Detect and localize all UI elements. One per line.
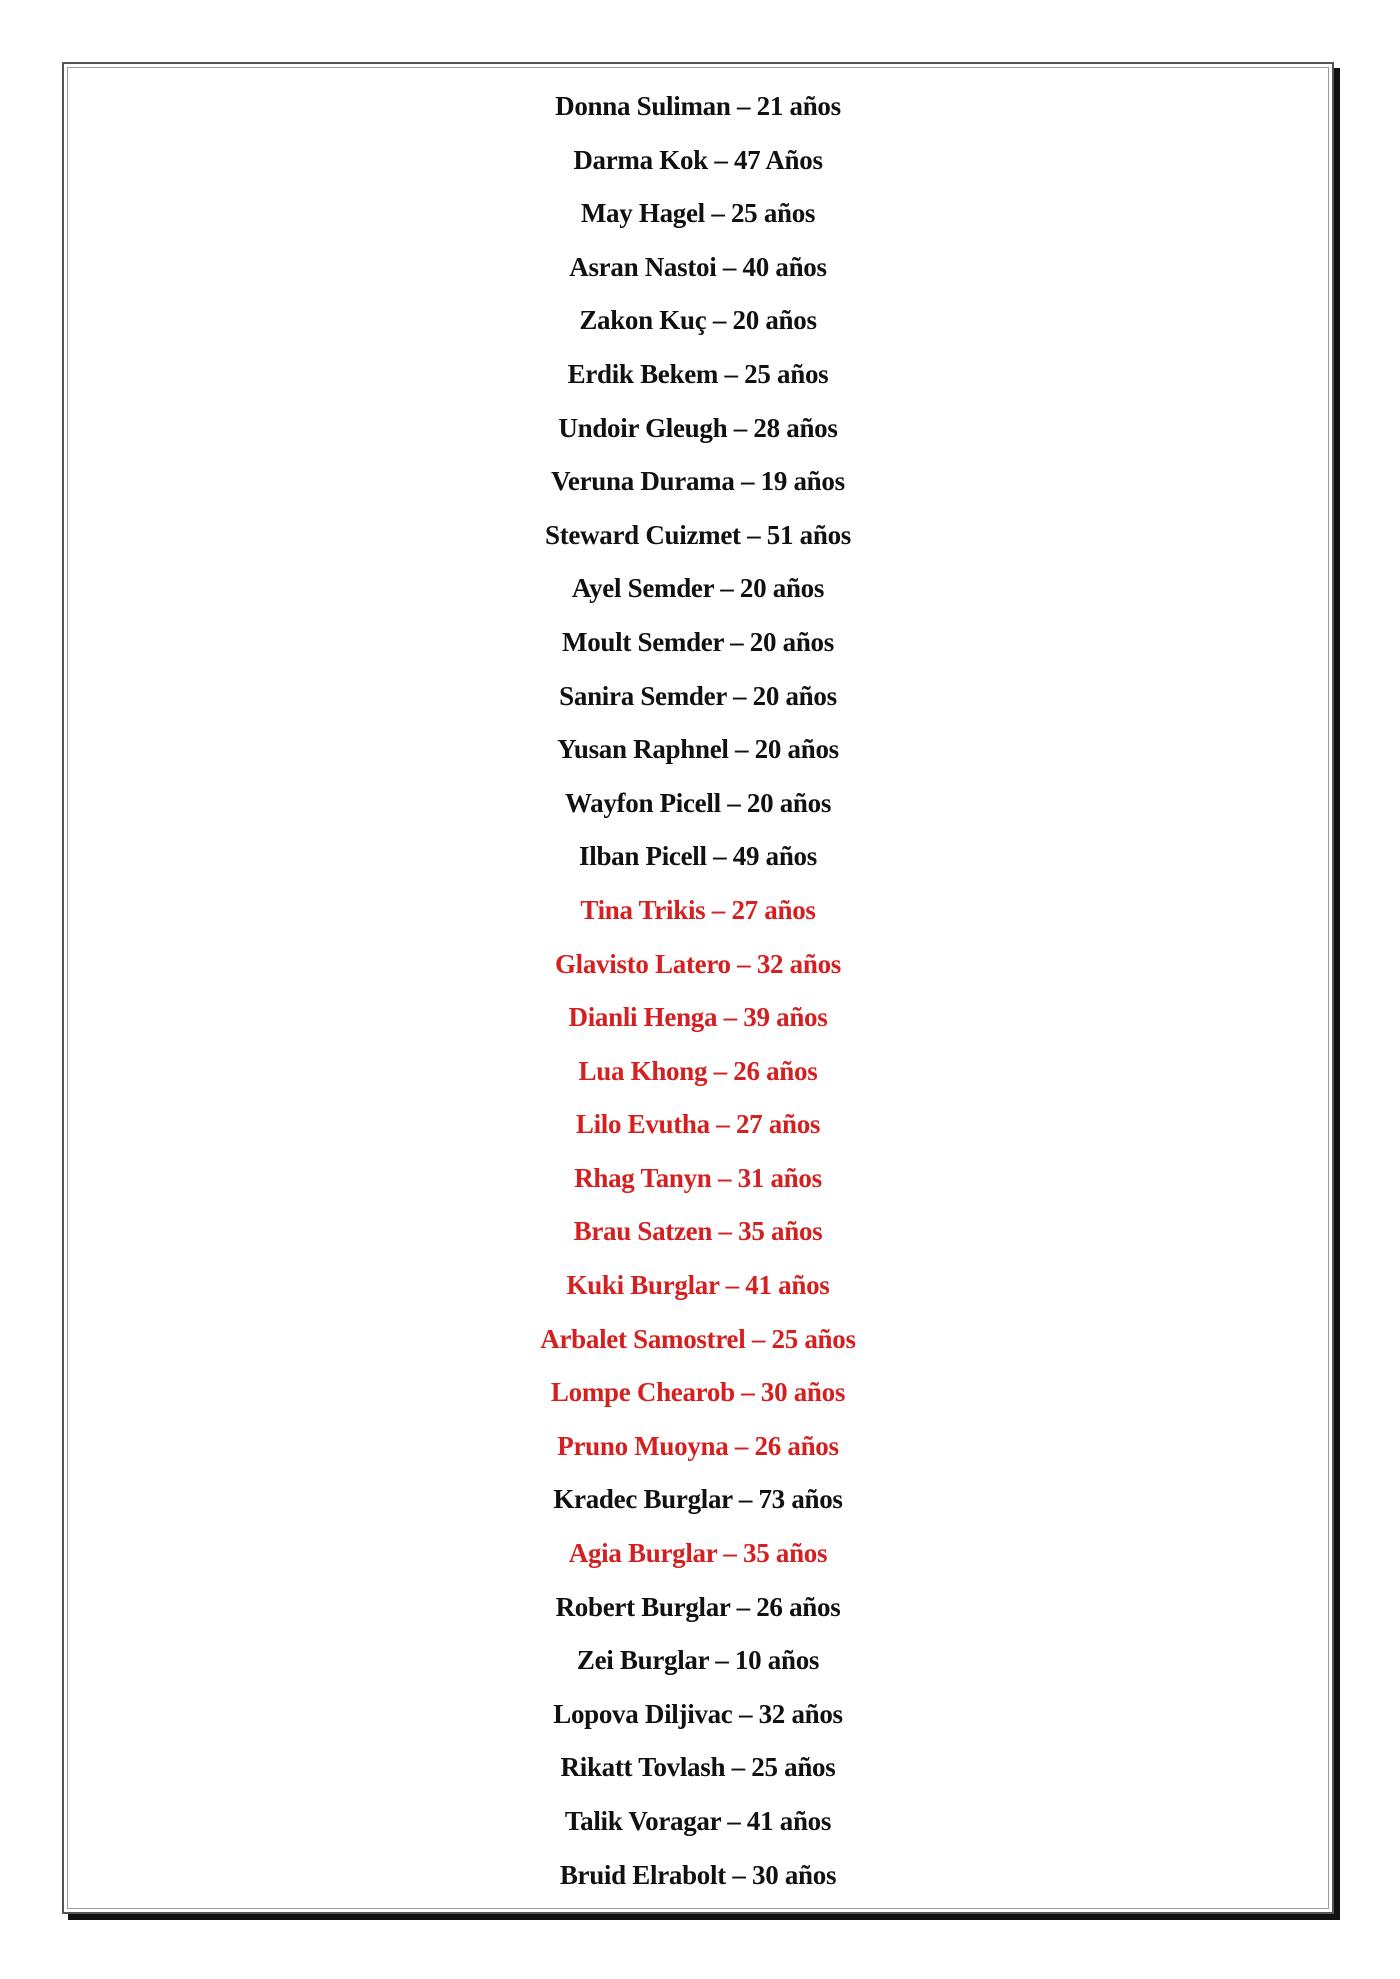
page-frame [62,62,1334,1914]
list-item: Ayel Semder – 20 años [571,573,825,604]
list-item: Robert Burglar – 26 años [555,1591,841,1622]
list-item: Glavisto Latero – 32 años [554,948,841,979]
list-item: Zei Burglar – 10 años [576,1645,820,1676]
list-item: Tina Trikis – 27 años [580,894,816,925]
name-age-list [64,80,1332,1902]
list-item: Rikatt Tovlash – 25 años [560,1752,836,1783]
list-item: Steward Cuizmet – 51 años [545,519,851,550]
list-item: Rhag Tanyn – 31 años [574,1162,822,1193]
list-item: Darma Kok – 47 Años [573,144,823,175]
list-item: Veruna Durama – 19 años [551,466,845,497]
list-item: May Hagel – 25 años [580,198,816,229]
list-item: Donna Suliman – 21 años [555,91,841,121]
list-item: Pruno Muoyna – 26 años [557,1430,839,1461]
list-item: Yusan Raphnel – 20 años [557,734,839,765]
list-item: Talik Voragar – 41 años [564,1806,832,1836]
list-item: Lilo Evutha – 27 años [575,1109,821,1140]
list-item: Moult Semder – 20 años [562,626,834,657]
list-item: Lopova Diljivac – 32 años [553,1698,843,1729]
list-item: Sanira Semder – 20 años [559,680,837,711]
list-item: Agia Burglar – 35 años [568,1538,828,1569]
list-item: Lompe Chearob – 30 años [550,1377,846,1408]
list-item: Brau Satzen – 35 años [573,1216,823,1247]
list-item: Wayfon Picell – 20 años [564,787,832,818]
list-item: Arbalet Samostrel – 25 años [540,1323,856,1354]
list-item: Dianli Henga – 39 años [568,1002,828,1033]
list-item: Zakon Kuç – 20 años [579,305,817,336]
list-item: Asran Nastoi – 40 años [569,251,827,282]
list-item: Lua Khong – 26 años [578,1055,818,1086]
list-item: Erdik Bekem – 25 años [567,358,829,389]
list-item: Kradec Burglar – 73 años [553,1484,843,1515]
list-item: Kuki Burglar – 41 años [566,1270,830,1301]
list-item: Ilban Picell – 49 años [579,841,817,872]
list-item: Bruid Elrabolt – 30 años [559,1859,837,1890]
list-item: Undoir Gleugh – 28 años [558,412,838,443]
